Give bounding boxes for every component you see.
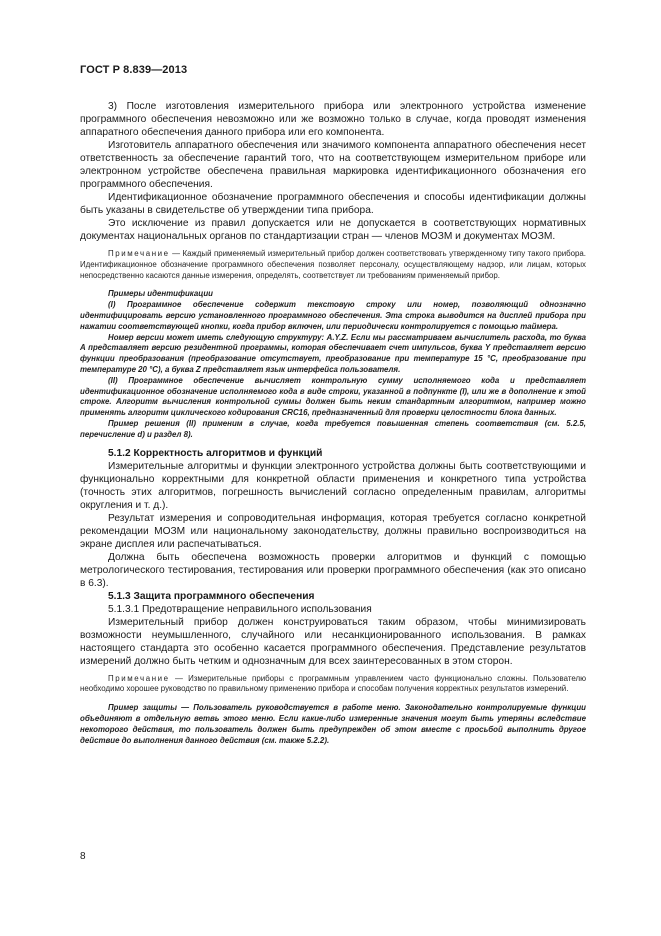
note-label: Примечание: [108, 249, 170, 258]
paragraph: 3) После изготовления измерительного прибора или электронного устройства изменение программного обеспечения невозможно или же возможно только в случае, когда проводят изменения аппаратного обеспечения данного прибора или его компонента.: [80, 101, 586, 138]
note-text: — Каждый применяемый измерительный прибор должен соответствовать утвержденному типу такого прибора. Идентификационное обозначение программного обеспечения позволяет персоналу, осуществляющему надзор, или лицам, которых непосредственно касаются данные измерения, определять, соответствует ли требованиям применяемый прибор.: [80, 249, 586, 280]
paragraph: Изготовитель аппаратного обеспечения или значимого компонента аппаратного обеспечения несет ответственность за обеспечение гарантий того, что на соответствующем измерительном приборе или электронном устройстве обеспечена правильная маркировка идентификационного обозначения его программного обеспечения.: [80, 140, 586, 190]
paragraph: Должна быть обеспечена возможность проверки алгоритмов и функций с помощью метрологического тестирования, тестирования или проверки программного обеспечения (как это описано в 6.3).: [80, 551, 586, 589]
section-heading: 5.1.3 Защита программного обеспечения: [108, 590, 315, 602]
examples-title: Примеры идентификации: [108, 289, 214, 299]
paragraph: Результат измерения и сопроводительная информация, которая требуется согласно конкретной рекомендации МОЗМ или национальному законодательству, должны правильно воспроизводиться на экране дисплея или распечатываться.: [80, 512, 586, 550]
example-item: Номер версии может иметь следующую структуру: A.Y.Z. Если мы рассматриваем вычислитель расхода, то буква A представляет версию резидентной программы, которая обеспечивает счет импульсов, буква Y представляет версию функции преобразования (преобразование отсутствует, преобразование при температуре 15 °С, преобразование при температуре 20 °С), а буква Z представляет язык интерфейса пользователя.: [80, 332, 586, 374]
paragraph: Измерительный прибор должен конструироваться таким образом, чтобы минимизировать возможности неумышленного, случайного или несанкционированного использования. В рамках настоящего стандарта это особенно касается программного обеспечения. Представление результатов измерений должно быть четким и однозначным для всех заинтересованных в этом сторон.: [80, 616, 586, 667]
example-item: (I) Программное обеспечение содержит текстовую строку или номер, позволяющий однозначно идентифицировать версию установленного программного обеспечения. Эта строка выводится на дисплей прибора при нажатии соответствующей кнопки, когда прибор включен, или периодически контролируется с помощью таймера.: [80, 300, 586, 331]
section-heading: 5.1.2 Корректность алгоритмов и функций: [108, 447, 323, 459]
paragraph: Измерительные алгоритмы и функции электронного устройства должны быть соответствующими и функционально корректными для конкретной области применения и конкретного типа устройства (точность этих алгоритмов, погрешность вычислений согласно определенным правилам, алгоритмы округления и т. д.).: [80, 460, 586, 511]
document-header: ГОСТ Р 8.839—2013: [80, 64, 188, 76]
note: [80, 249, 586, 281]
page-content: [80, 100, 586, 746]
example-item: Пример решения (II) применим в случае, когда требуется повышенная степень соответствия (см. 5.2.5, перечисление d) и раздел 8).: [80, 418, 586, 439]
subsection-heading: 5.1.3.1 Предотвращение неправильного использования: [108, 603, 372, 615]
protection-example: Пример защиты — Пользователь руководствуется в работе меню. Законодательно контролируемые функции объединяют в отдельную ветвь этого меню. Если какие-либо измеренные значения могут быть утеряны вследствие некоторого действия, то пользователь должен быть предупрежден об этом вместе с просьбой выполнить другое действие до выполнения данного действия (см. также 5.2.2).: [80, 703, 586, 745]
note: [80, 674, 586, 696]
paragraph: Это исключение из правил допускается или не допускается в соответствующих нормативных документах национальных органов по стандартизации стран — членов МОЗМ и документах МОЗМ.: [80, 218, 586, 242]
example-item: (II) Программное обеспечение вычисляет контрольную сумму исполняемого кода и представляет идентификационное обозначение исполняемого кода в виде строки, указанной в подпункте (I), или же в дополнение к этой строке. Алгоритм вычисления контрольной суммы должен быть неким стандартным алгоритмом, например можно применять алгоритм циклического кодирования CRC16, предназначенный для проверки целостности блока данных.: [80, 375, 586, 418]
paragraph: Идентификационное обозначение программного обеспечения и способы идентификации должны быть указаны в свидетельстве об утверждении типа прибора.: [80, 192, 586, 216]
note-label: Примечание: [108, 673, 170, 683]
note-text: — Измерительные приборы с программным управлением часто функционально сложны. Пользователю необходимо хорошее руководство по правильному применению прибора и способам получения корректных результатов измерений.: [80, 673, 586, 694]
page-number: 8: [80, 851, 86, 862]
